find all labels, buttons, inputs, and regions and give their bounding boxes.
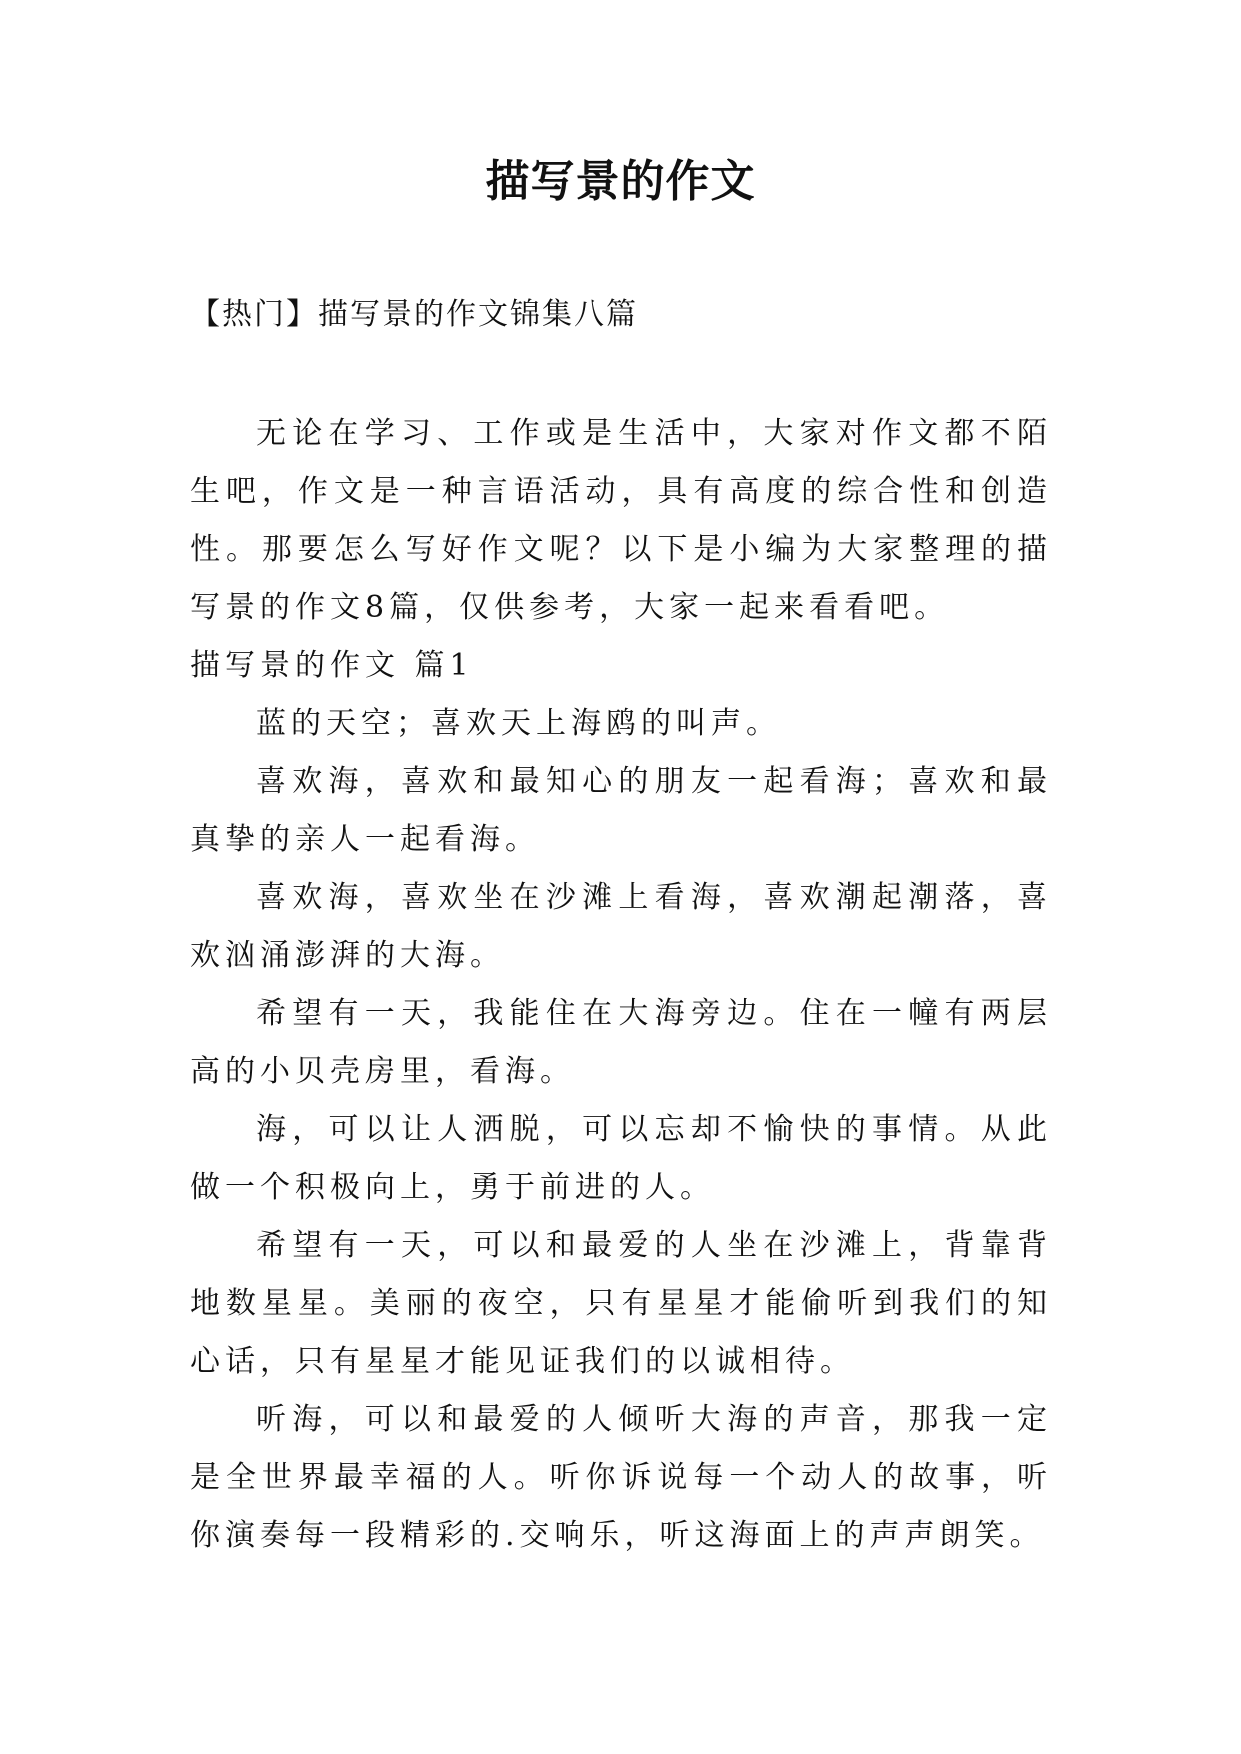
- document-subtitle: 【热门】描写景的作文锦集八篇: [190, 297, 638, 332]
- paragraph: 希望有一天，可以和最爱的人坐在沙滩上，背靠背地数星星。美丽的夜空，只有星星才能偷听到我们的知心话，只有星星才能见证我们的以诚相待。: [190, 1228, 1052, 1379]
- document-title: 描写景的作文: [485, 156, 756, 207]
- intro-paragraph: 无论在学习、工作或是生活中，大家对作文都不陌生吧，作文是一种言语活动，具有高度的综合性和创造性。那要怎么写好作文呢？以下是小编为大家整理的描写景的作文8篇，仅供参考，大家一起来看看吧。: [190, 416, 1052, 625]
- paragraph: 海，可以让人洒脱，可以忘却不愉快的事情。从此做一个积极向上，勇于前进的人。: [190, 1112, 1052, 1205]
- paragraph: 喜欢海，喜欢和最知心的朋友一起看海；喜欢和最真挚的亲人一起看海。: [190, 764, 1052, 857]
- section-heading: 描写景的作文 篇1: [190, 648, 474, 683]
- paragraph: 希望有一天，我能住在大海旁边。住在一幢有两层高的小贝壳房里，看海。: [190, 996, 1052, 1089]
- document-body: [190, 405, 1052, 1565]
- paragraph: 蓝的天空；喜欢天上海鸥的叫声。: [256, 706, 781, 741]
- paragraph: 喜欢海，喜欢坐在沙滩上看海，喜欢潮起潮落，喜欢汹涌澎湃的大海。: [190, 880, 1052, 973]
- paragraph: 听海，可以和最爱的人倾听大海的声音，那我一定是全世界最幸福的人。听你诉说每一个动人的故事，听你演奏每一段精彩的.交响乐，听这海面上的声声朗笑。: [190, 1402, 1052, 1553]
